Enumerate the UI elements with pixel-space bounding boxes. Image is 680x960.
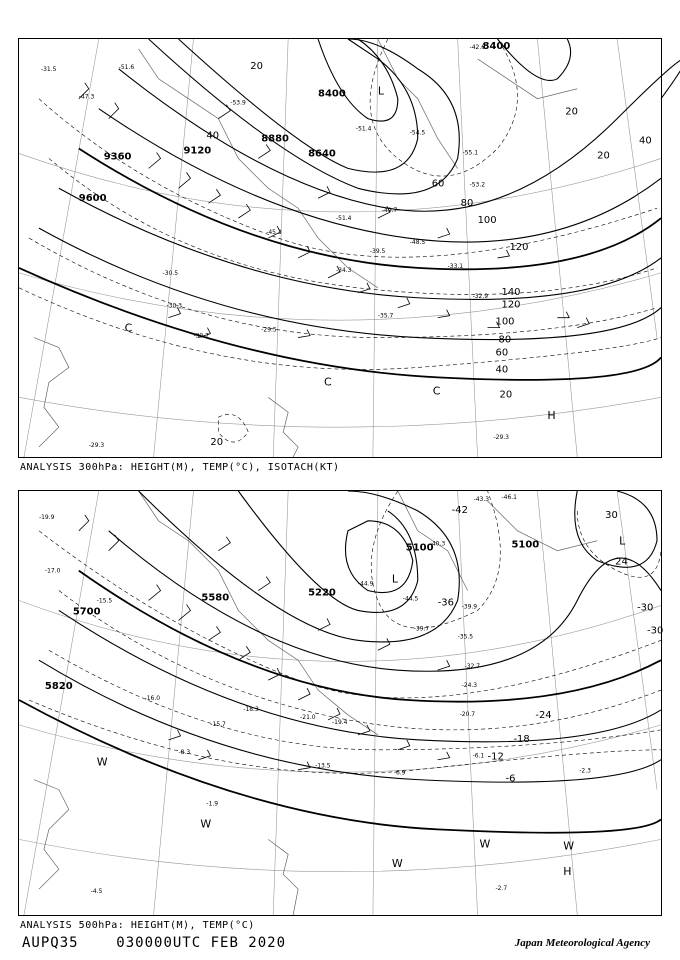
svg-text:-53.2: -53.2	[469, 181, 486, 189]
caption-300hpa: ANALYSIS 300hPa: HEIGHT(M), TEMP(°C), ISOTACH(KT)	[20, 462, 340, 473]
chart-code: AUPQ35	[22, 935, 79, 951]
svg-text:20: 20	[597, 150, 610, 162]
svg-text:20: 20	[210, 437, 224, 449]
caption-500hpa: ANALYSIS 500hPa: HEIGHT(M), TEMP(°C)	[20, 920, 255, 931]
svg-text:-40.3: -40.3	[429, 540, 446, 548]
station-labels	[39, 494, 591, 895]
svg-text:100: 100	[477, 215, 497, 227]
svg-text:120: 120	[501, 299, 521, 311]
height-label: 5580	[201, 592, 230, 604]
svg-text:-53.9: -53.9	[230, 99, 246, 107]
height-label: 5100	[405, 542, 434, 554]
svg-text:20: 20	[565, 106, 578, 118]
svg-text:40: 40	[206, 130, 220, 142]
svg-text:-17.0: -17.0	[44, 567, 61, 575]
svg-text:140: 140	[501, 286, 521, 298]
svg-text:-47.3: -47.3	[78, 93, 95, 101]
svg-text:-15.5: -15.5	[96, 597, 113, 605]
warm-center-icon: W	[391, 857, 403, 871]
map-panel-500hpa	[18, 490, 662, 916]
cold-center-icon: C	[432, 384, 441, 398]
svg-text:-51.4: -51.4	[355, 125, 372, 133]
svg-text:-6.9: -6.9	[393, 769, 406, 777]
svg-text:-42.6: -42.6	[469, 43, 486, 51]
svg-text:-2.3: -2.3	[579, 767, 591, 775]
svg-text:-43.3: -43.3	[473, 495, 490, 503]
low-center-icon: L	[391, 572, 398, 586]
high-center-icon: H	[547, 409, 556, 423]
svg-text:30: 30	[605, 509, 618, 521]
svg-text:40: 40	[639, 135, 652, 147]
chart-datetime: 030000UTC FEB 2020	[116, 935, 287, 951]
svg-text:120: 120	[509, 241, 529, 253]
svg-text:-51.4: -51.4	[336, 215, 352, 223]
svg-text:80: 80	[460, 198, 474, 210]
svg-text:-32.7: -32.7	[464, 663, 481, 671]
svg-text:40: 40	[495, 364, 509, 376]
svg-text:80: 80	[498, 334, 512, 346]
cold-center-icon: C	[124, 321, 133, 335]
warm-center-icon: W	[563, 839, 575, 853]
svg-text:-19.4: -19.4	[332, 718, 348, 726]
svg-text:20: 20	[499, 389, 513, 401]
svg-text:-36: -36	[437, 597, 454, 609]
svg-text:60: 60	[431, 178, 445, 190]
svg-text:-30.5: -30.5	[162, 269, 179, 277]
svg-text:-19.9: -19.9	[38, 513, 55, 521]
svg-text:-13.5: -13.5	[315, 762, 331, 770]
warm-center-icon: W	[479, 837, 491, 851]
svg-text:60: 60	[495, 347, 509, 359]
svg-text:-6.1: -6.1	[472, 752, 485, 760]
svg-text:-44.9: -44.9	[357, 580, 374, 588]
svg-text:-48.5: -48.5	[409, 239, 426, 247]
map-300hpa	[19, 39, 661, 457]
graticule	[19, 39, 661, 457]
warm-center-icon: W	[200, 817, 212, 831]
svg-text:-6: -6	[505, 773, 516, 785]
temp-contour-labels	[438, 505, 664, 785]
svg-text:-30.3: -30.3	[166, 302, 183, 310]
height-label: 8640	[308, 148, 336, 160]
cold-center-icon: C	[324, 375, 332, 389]
svg-text:-21.0: -21.0	[300, 713, 316, 721]
agency-name: Japan Meteorological Agency	[514, 937, 650, 949]
svg-text:20: 20	[250, 60, 263, 72]
warm-center-icon: W	[96, 755, 108, 769]
svg-text:-39.5: -39.5	[369, 247, 386, 255]
pressure-symbols	[125, 85, 556, 422]
svg-text:-55.1: -55.1	[462, 149, 479, 157]
svg-text:-2.7: -2.7	[495, 885, 508, 893]
svg-text:-8.3: -8.3	[178, 748, 191, 756]
svg-text:-35.7: -35.7	[377, 312, 394, 320]
svg-text:-29.3: -29.3	[493, 434, 509, 442]
height-label: 8400	[482, 40, 511, 52]
svg-text:-16.0: -16.0	[144, 695, 161, 703]
svg-text:-29.3: -29.3	[88, 442, 105, 450]
svg-text:-45.3: -45.3	[266, 229, 282, 237]
svg-text:-30: -30	[637, 602, 654, 614]
height-label: 5220	[308, 587, 336, 599]
svg-text:-44.5: -44.5	[402, 595, 419, 603]
svg-text:-33.1: -33.1	[447, 262, 464, 270]
height-contours	[19, 39, 680, 380]
svg-text:-30: -30	[647, 625, 664, 637]
low-center-icon: L	[619, 534, 626, 548]
map-panel-300hpa	[18, 38, 662, 458]
svg-text:-20.7: -20.7	[459, 710, 476, 718]
svg-text:-24: -24	[535, 709, 552, 721]
svg-text:-1.9: -1.9	[206, 800, 219, 808]
low-center-icon: L	[377, 84, 384, 98]
svg-text:24: 24	[615, 556, 628, 568]
height-label: 9120	[183, 145, 212, 157]
svg-text:-35.5: -35.5	[457, 633, 474, 641]
svg-text:-18.3: -18.3	[243, 705, 259, 713]
svg-text:-24.3: -24.3	[461, 682, 478, 690]
wind-barbs	[79, 515, 450, 770]
svg-text:-39.7: -39.7	[413, 625, 430, 633]
high-center-icon: H	[563, 865, 572, 879]
coastline	[34, 39, 577, 457]
svg-text:-12: -12	[487, 751, 504, 763]
height-label: 5700	[72, 606, 101, 618]
svg-text:-42: -42	[451, 504, 468, 516]
height-label: 5820	[44, 681, 73, 693]
svg-text:-51.6: -51.6	[118, 63, 135, 71]
svg-text:-31.5: -31.5	[40, 65, 57, 73]
height-label: 8880	[261, 133, 289, 145]
map-500hpa	[19, 491, 664, 915]
svg-text:-30.7: -30.7	[193, 332, 209, 340]
svg-text:-54.5: -54.5	[409, 129, 426, 137]
svg-text:-15.7: -15.7	[210, 720, 226, 728]
svg-text:-18: -18	[513, 733, 530, 745]
svg-text:-29.5: -29.5	[261, 326, 277, 334]
height-label: 5100	[511, 539, 540, 551]
svg-text:-46.1: -46.1	[501, 493, 517, 501]
svg-text:100: 100	[495, 316, 515, 328]
svg-text:-34.3: -34.3	[336, 266, 352, 274]
svg-text:-39.9: -39.9	[461, 603, 478, 611]
svg-text:-32.9: -32.9	[472, 292, 489, 300]
height-label: 9600	[78, 193, 107, 205]
svg-text:-49.7: -49.7	[381, 207, 398, 215]
svg-text:-4.5: -4.5	[90, 888, 103, 896]
height-label: 8400	[318, 88, 346, 100]
height-label: 9360	[103, 151, 132, 163]
chart-id-line	[22, 935, 286, 951]
